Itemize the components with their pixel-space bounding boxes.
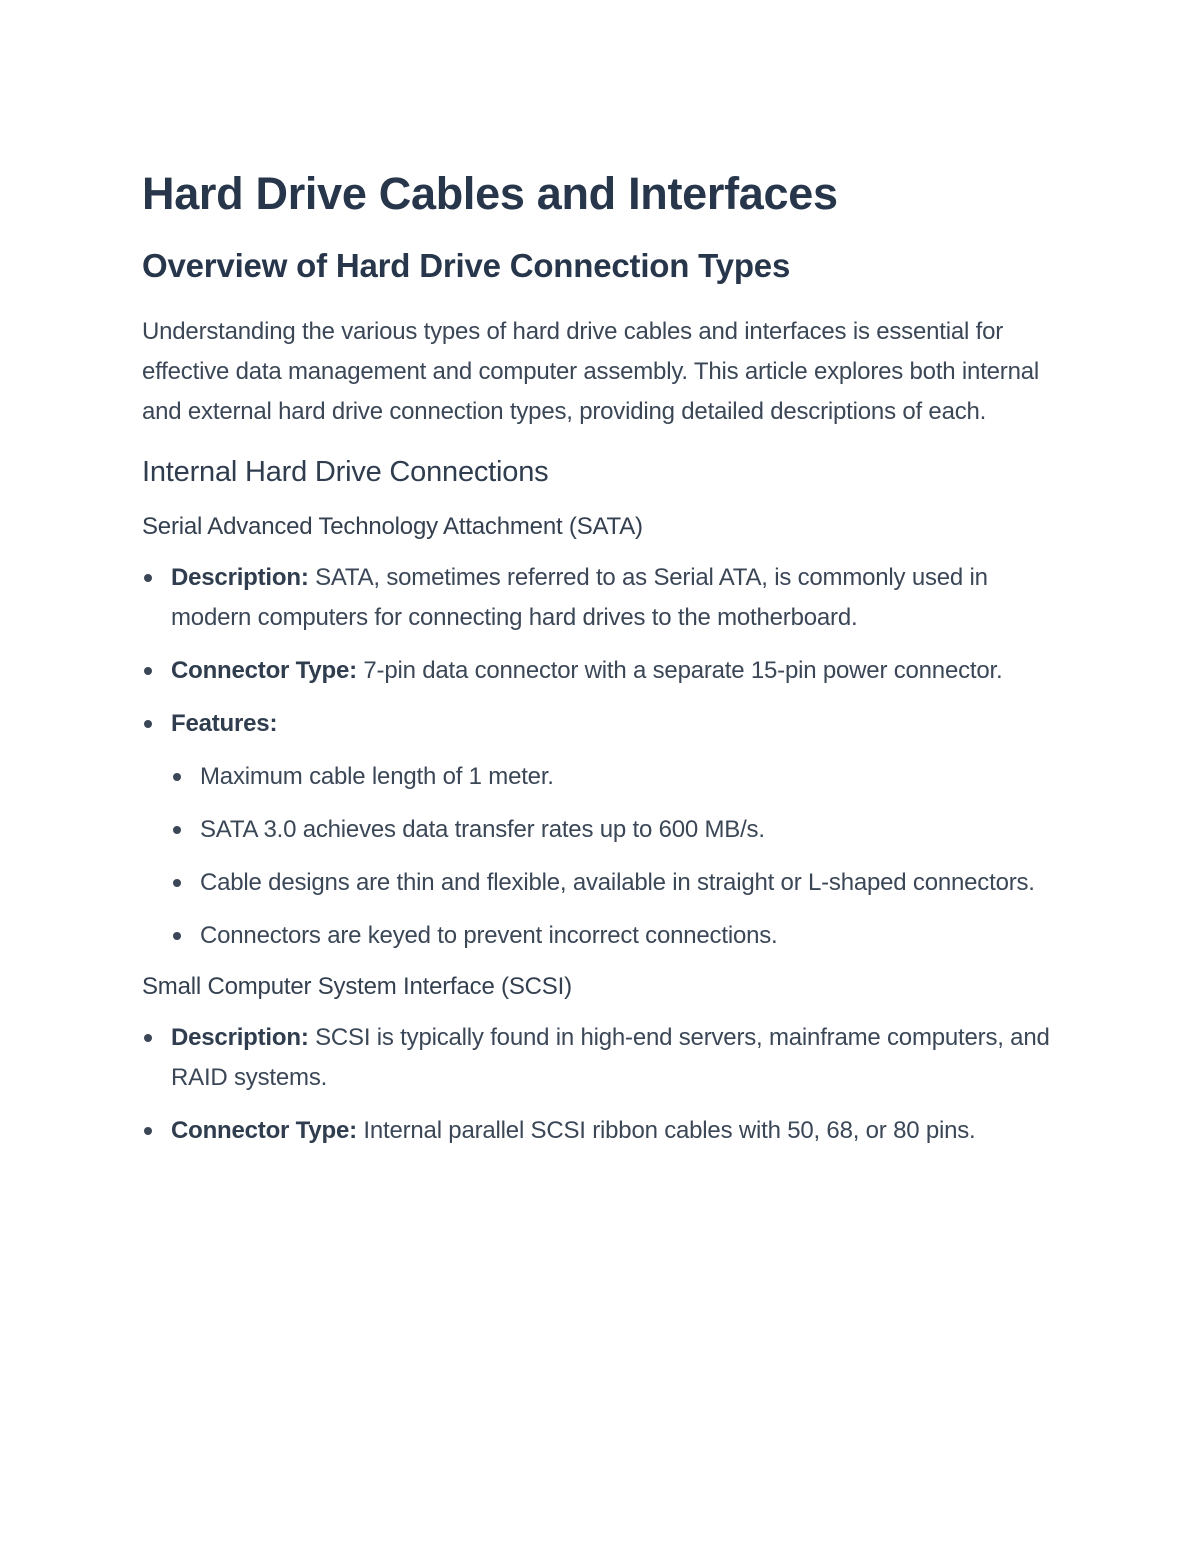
list-item [171,757,1052,797]
item-text: SATA, sometimes referred to as Serial ATA, is commonly used in modern computers for connecting hard drives to the motherboard. [171,564,988,631]
bullet-icon [144,1127,152,1135]
item-text: Internal parallel SCSI ribbon cables with 50, 68, or 80 pins. [356,1117,976,1144]
bullet-icon [144,1034,152,1042]
bullet-icon [173,879,181,887]
internal-connections-heading: Internal Hard Drive Connections [142,456,549,488]
sata-list [142,558,1052,956]
list-item [142,704,1052,956]
feature-text: SATA 3.0 achieves data transfer rates up to 600 MB/s. [200,816,765,843]
list-item [142,1111,1052,1151]
scsi-list [142,1018,1052,1151]
feature-text: Cable designs are thin and flexible, available in straight or L-shaped connectors. [200,869,1035,896]
item-term: Connector Type: [171,1117,357,1144]
bullet-icon [173,932,181,940]
item-term: Connector Type: [171,657,357,684]
bullet-icon [173,826,181,834]
scsi-heading: Small Computer System Interface (SCSI) [142,973,572,1000]
item-term: Description: [171,564,309,591]
feature-text: Maximum cable length of 1 meter. [200,763,554,790]
bullet-icon [144,667,152,675]
item-text: SCSI is typically found in high-end servers, mainframe computers, and RAID systems. [171,1024,1050,1091]
page-title: Hard Drive Cables and Interfaces [142,168,838,219]
list-item [142,558,1052,638]
list-item [142,1018,1052,1098]
list-item [171,863,1052,903]
bullet-icon [144,574,152,582]
list-item [171,916,1052,956]
feature-text: Connectors are keyed to prevent incorrect connections. [200,922,778,949]
item-text: 7-pin data connector with a separate 15-pin power connector. [356,657,1003,684]
list-item [142,651,1052,691]
item-term: Description: [171,1024,309,1051]
overview-paragraph: Understanding the various types of hard drive cables and interfaces is essential for effective data management and computer assembly. This article explores both internal and external hard drive connection types, providing detailed descriptions of each. [142,318,1040,425]
features-list [171,757,1052,956]
sata-heading: Serial Advanced Technology Attachment (SATA) [142,513,643,540]
list-item [171,810,1052,850]
document-page [142,162,1052,1164]
item-term: Features: [171,710,278,737]
overview-heading: Overview of Hard Drive Connection Types [142,247,791,284]
bullet-icon [144,720,152,728]
bullet-icon [173,773,181,781]
